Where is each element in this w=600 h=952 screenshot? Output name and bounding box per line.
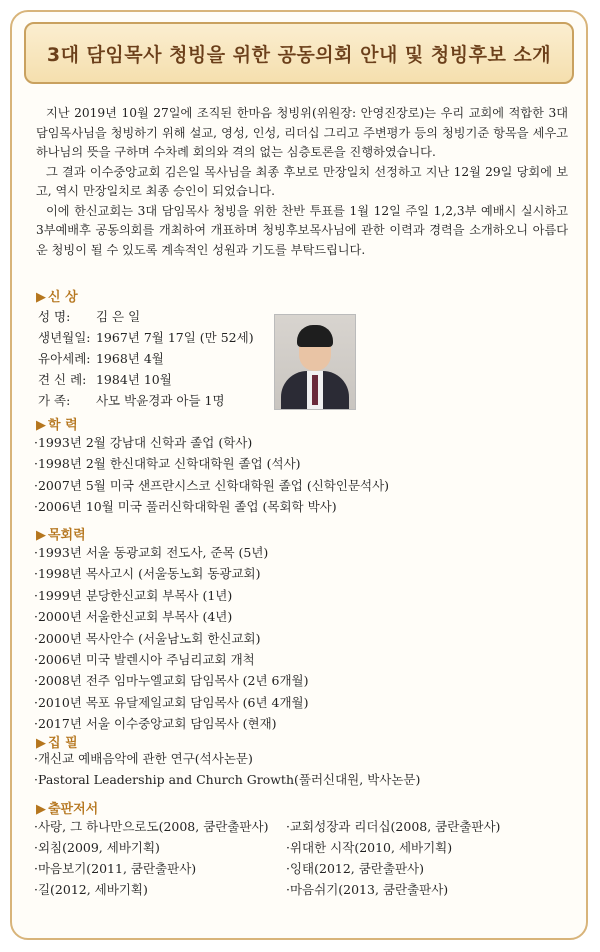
profile-row [38, 390, 254, 411]
education-list [34, 432, 389, 518]
list-item: ·2007년 5월 미국 샌프란시스코 신학대학원 졸업 (신학인문석사) [34, 477, 390, 493]
intro-paragraph: 이에 한신교회는 3대 담임목사 청빙을 위한 찬반 투표를 1월 12일 주일 1,2,3부 예배시 실시하고 3부예배후 공동의회를 개최하여 개표하며 청빙후보목사님에 관한 이력과 경력을 소개하오니 아름다운 청빙이 될 수 있도록 계속적인 성원과 기도를 부탁드립니다. [36, 203, 568, 257]
book-item: ·사랑, 그 하나만으로도(2008, 쿰란출판사) [34, 819, 269, 834]
profile-value: 1968년 4월 [95, 351, 164, 366]
list-item: ·1998년 2월 한신대학교 신학대학원 졸업 (석사) [34, 456, 301, 472]
book-item: ·교회성장과 리더십(2008, 쿰란출판사) [286, 819, 501, 834]
book-item: ·위대한 시작(2010, 세바기획) [286, 840, 453, 855]
list-item: ·2006년 미국 발렌시아 주님리교회 개척 [34, 652, 255, 668]
intro-text [36, 104, 568, 260]
profile-value: 1967년 7월 17일 (만 52세) [95, 330, 254, 345]
profile-value: 김 은 일 [95, 309, 141, 324]
list-item: ·1999년 분당한신교회 부목사 (1년) [34, 587, 233, 603]
list-item: ·Pastoral Leadership and Church Growth(풀러신대원, 박사논문) [34, 772, 421, 788]
profile-label: 성 명: [38, 309, 71, 324]
list-item: ·2006년 10월 미국 풀러신학대학원 졸업 (목회학 박사) [34, 499, 337, 515]
profile-label: 견 신 례: [38, 372, 87, 387]
list-item: ·2017년 서울 이수중앙교회 담임목사 (현재) [34, 716, 277, 732]
title-banner [24, 22, 574, 84]
profile-label: 생년월일: [38, 330, 91, 345]
list-item: ·2000년 서울한신교회 부목사 (4년) [34, 609, 233, 625]
book-item: ·외침(2009, 세바기획) [34, 840, 160, 855]
triangle-icon: ▶ [36, 736, 46, 751]
triangle-icon: ▶ [36, 290, 46, 305]
profile-row [38, 369, 254, 390]
list-item: ·2000년 목사안수 (서울남노회 한신교회) [34, 630, 261, 646]
section-heading-label: 신 상 [48, 290, 78, 305]
profile-value: 사모 박윤경과 아들 1명 [95, 393, 225, 408]
ministry-list [34, 542, 309, 735]
book-item: ·마음쉬기(2013, 쿰란출판사) [286, 882, 449, 897]
book-item: ·잉태(2012, 쿰란출판사) [286, 861, 425, 876]
triangle-icon: ▶ [36, 802, 46, 817]
page-title: 3대 담임목사 청빙을 위한 공동의회 안내 및 청빙후보 소개 [46, 43, 552, 66]
profile-info [38, 306, 254, 411]
list-item: ·2010년 목포 유달제일교회 담임목사 (6년 4개월) [34, 694, 309, 710]
list-item: ·1993년 2월 강남대 신학과 졸업 (학사) [34, 435, 253, 450]
section-heading-education [36, 414, 78, 433]
candidate-photo [274, 314, 356, 410]
section-heading-label: 집 필 [48, 736, 78, 751]
section-heading-label: 출판저서 [48, 802, 99, 817]
list-item: ·개신교 예배음악에 관한 연구(석사논문) [34, 751, 253, 766]
profile-row [38, 327, 254, 348]
profile-row [38, 306, 254, 327]
book-item: ·마음보기(2011, 쿰란출판사) [34, 861, 197, 876]
book-item: ·길(2012, 세바기획) [34, 882, 148, 897]
writing-list [34, 748, 420, 791]
intro-paragraph: 그 결과 이수중앙교회 김은일 목사님을 최종 후보로 만장일치 선정하고 지난 12월 29일 당회에 보고, 역시 만장일치로 최종 승인이 되었습니다. [36, 164, 568, 198]
triangle-icon: ▶ [36, 418, 46, 433]
section-heading-label: 목회력 [48, 528, 86, 543]
list-item: ·1993년 서울 동광교회 전도사, 준목 (5년) [34, 545, 269, 560]
intro-paragraph: 지난 2019년 10월 27일에 조직된 한마음 청빙위(위원장: 안영진장로)는 우리 교회에 적합한 3대 담임목사님을 청빙하기 위해 설교, 영성, 인성, 리더십 그리고 주변평가 등의 청빙기준 항목을 세우고 하나님의 뜻을 구하며 수차례 회의와 격의 없는 심층토론을 진행하였습니다. [36, 106, 568, 159]
list-item: ·2008년 전주 임마누엘교회 담임목사 (2년 6개월) [34, 673, 309, 689]
profile-value: 1984년 10월 [95, 372, 172, 387]
list-item: ·1998년 목사고시 (서울동노회 동광교회) [34, 566, 261, 582]
section-heading-profile [36, 286, 78, 305]
section-heading-books [36, 798, 98, 817]
triangle-icon: ▶ [36, 528, 46, 543]
section-heading-label: 학 력 [48, 418, 78, 433]
profile-row [38, 348, 254, 369]
profile-label: 유아세례: [38, 351, 91, 366]
profile-label: 가 족: [38, 393, 71, 408]
section-heading-ministry [36, 524, 86, 543]
